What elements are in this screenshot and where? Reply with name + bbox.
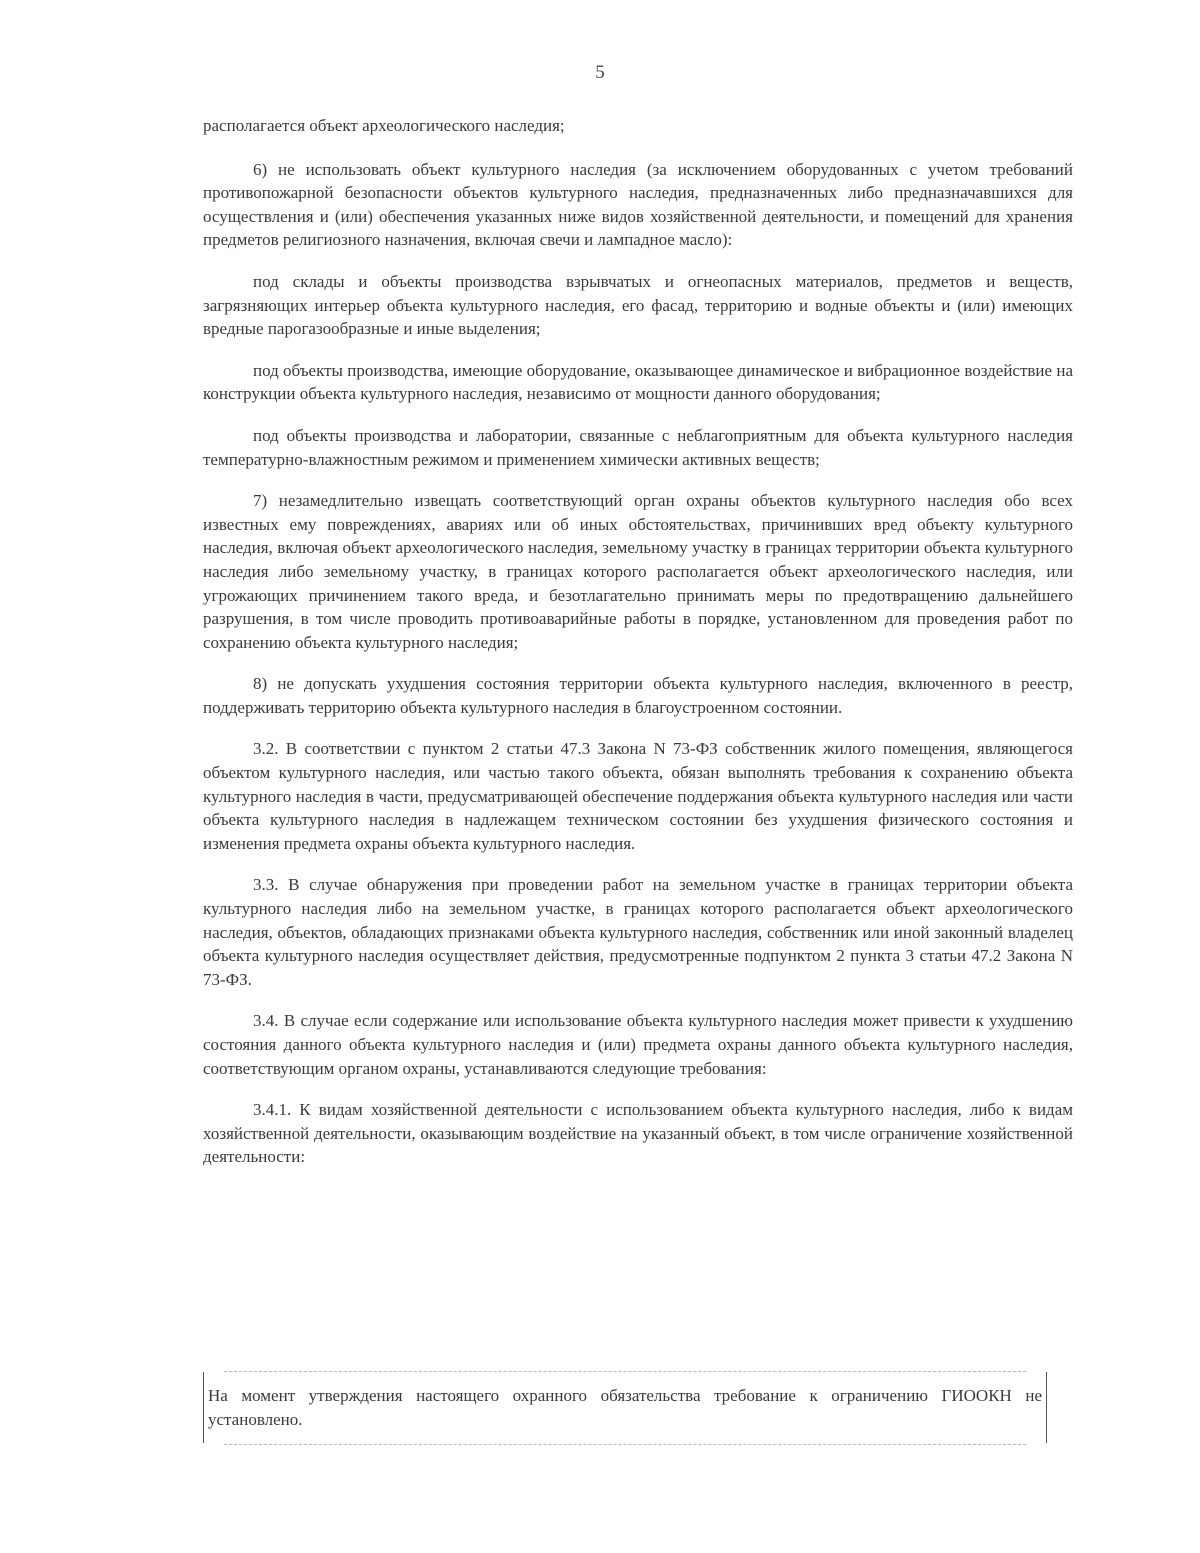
paragraph-warehouses: под склады и объекты производства взрывчатых и огнеопасных материалов, предметов и веществ, загрязняющих интерьер объекта культурного наследия, его фасад, территорию и водные объекты и (или) имеющих вредные парогазообразные и иные выделения;: [203, 271, 1073, 339]
paragraph-3-4-1: 3.4.1. К видам хозяйственной деятельности с использованием объекта культурного наследия, либо к видам хозяйственной деятельности, оказывающим воздействие на указанный объект, в том числе ограничение хозяйственной деятельности:: [203, 1100, 1073, 1167]
notice-text: На момент утверждения настоящего охранного обязательства требование к ограничению ГИООКН не установлено.: [208, 1386, 1042, 1429]
paragraph-item-7: 7) незамедлительно извещать соответствующий орган охраны объектов культурного наследия обо всех известных ему повреждениях, авариях или об иных обстоятельствах, причинивших вред объекту культурного наследия, включая объект археологического наследия, земельному участку в границах территории объекта культурного наследия либо земельному участку, в границах которого располагается объект археологического наследия, или угрожающих причинением такого вреда, и безотлагательно принимать меры по предотвращению дальнейшего разрушения, в том числе проводить противоаварийные работы в порядке, установленном для проведения работ по сохранению объекта культурного наследия;: [203, 491, 1073, 652]
paragraph-continuation: располагается объект археологического наследия;: [203, 116, 565, 135]
paragraph-item-6: 6) не использовать объект культурного наследия (за исключением оборудованных с учетом требований противопожарной безопасности объектов культурного наследия, предназначенных либо предназначавшихся для осуществления и (или) обеспечения указанных ниже видов хозяйственной деятельности, и помещений для хранения предметов религиозного назначения, включая свечи и лампадное масло):: [203, 159, 1073, 250]
paragraph-3-3: 3.3. В случае обнаружения при проведении работ на земельном участке в границах территории объекта культурного наследия либо на земельном участке, в границах которого располагается объект археологического наследия, объектов, обладающих признаками объекта культурного наследия, собственник или иной законный владелец объекта культурного наследия осуществляет действия, предусмотренные подпунктом 2 пункта 3 статьи 47.2 Закона N 73-ФЗ.: [203, 875, 1073, 989]
paragraph-3-2: 3.2. В соответствии с пунктом 2 статьи 47.3 Закона N 73-ФЗ собственник жилого помещения, являющегося объектом культурного наследия, или частью такого объекта, обязан выполнять требования к сохранению объекта культурного наследия в части, предусматривающей обеспечение поддержания объекта культурного наследия или части объекта культурного наследия в надлежащем техническом состоянии без ухудшения физического состояния и изменения предмета охраны объекта культурного наследия.: [203, 739, 1073, 853]
notice-bottom-border: [224, 1444, 1026, 1445]
paragraph-dynamic-equipment: под объекты производства, имеющие оборудование, оказывающее динамическое и вибрационное воздействие на конструкции объекта культурного наследия, независимо от мощности данного оборудования;: [203, 360, 1073, 404]
paragraph-laboratories: под объекты производства и лаборатории, связанные с неблагоприятным для объекта культурного наследия температурно-влажностным режимом и применением химически активных веществ;: [203, 425, 1073, 469]
document-body: [203, 114, 1073, 1187]
notice-box: [203, 1372, 1047, 1443]
notice-top-border: [224, 1371, 1026, 1372]
page-number: 5: [595, 62, 605, 83]
paragraph-3-4: 3.4. В случае если содержание или использование объекта культурного наследия может привести к ухудшению состояния данного объекта культурного наследия и (или) предмета охраны данного объекта культурного наследия, соответствующим органом охраны, устанавливаются следующие требования:: [203, 1011, 1073, 1078]
paragraph-item-8: 8) не допускать ухудшения состояния территории объекта культурного наследия, включенного в реестр, поддерживать территорию объекта культурного наследия в благоустроенном состоянии.: [203, 674, 1073, 717]
